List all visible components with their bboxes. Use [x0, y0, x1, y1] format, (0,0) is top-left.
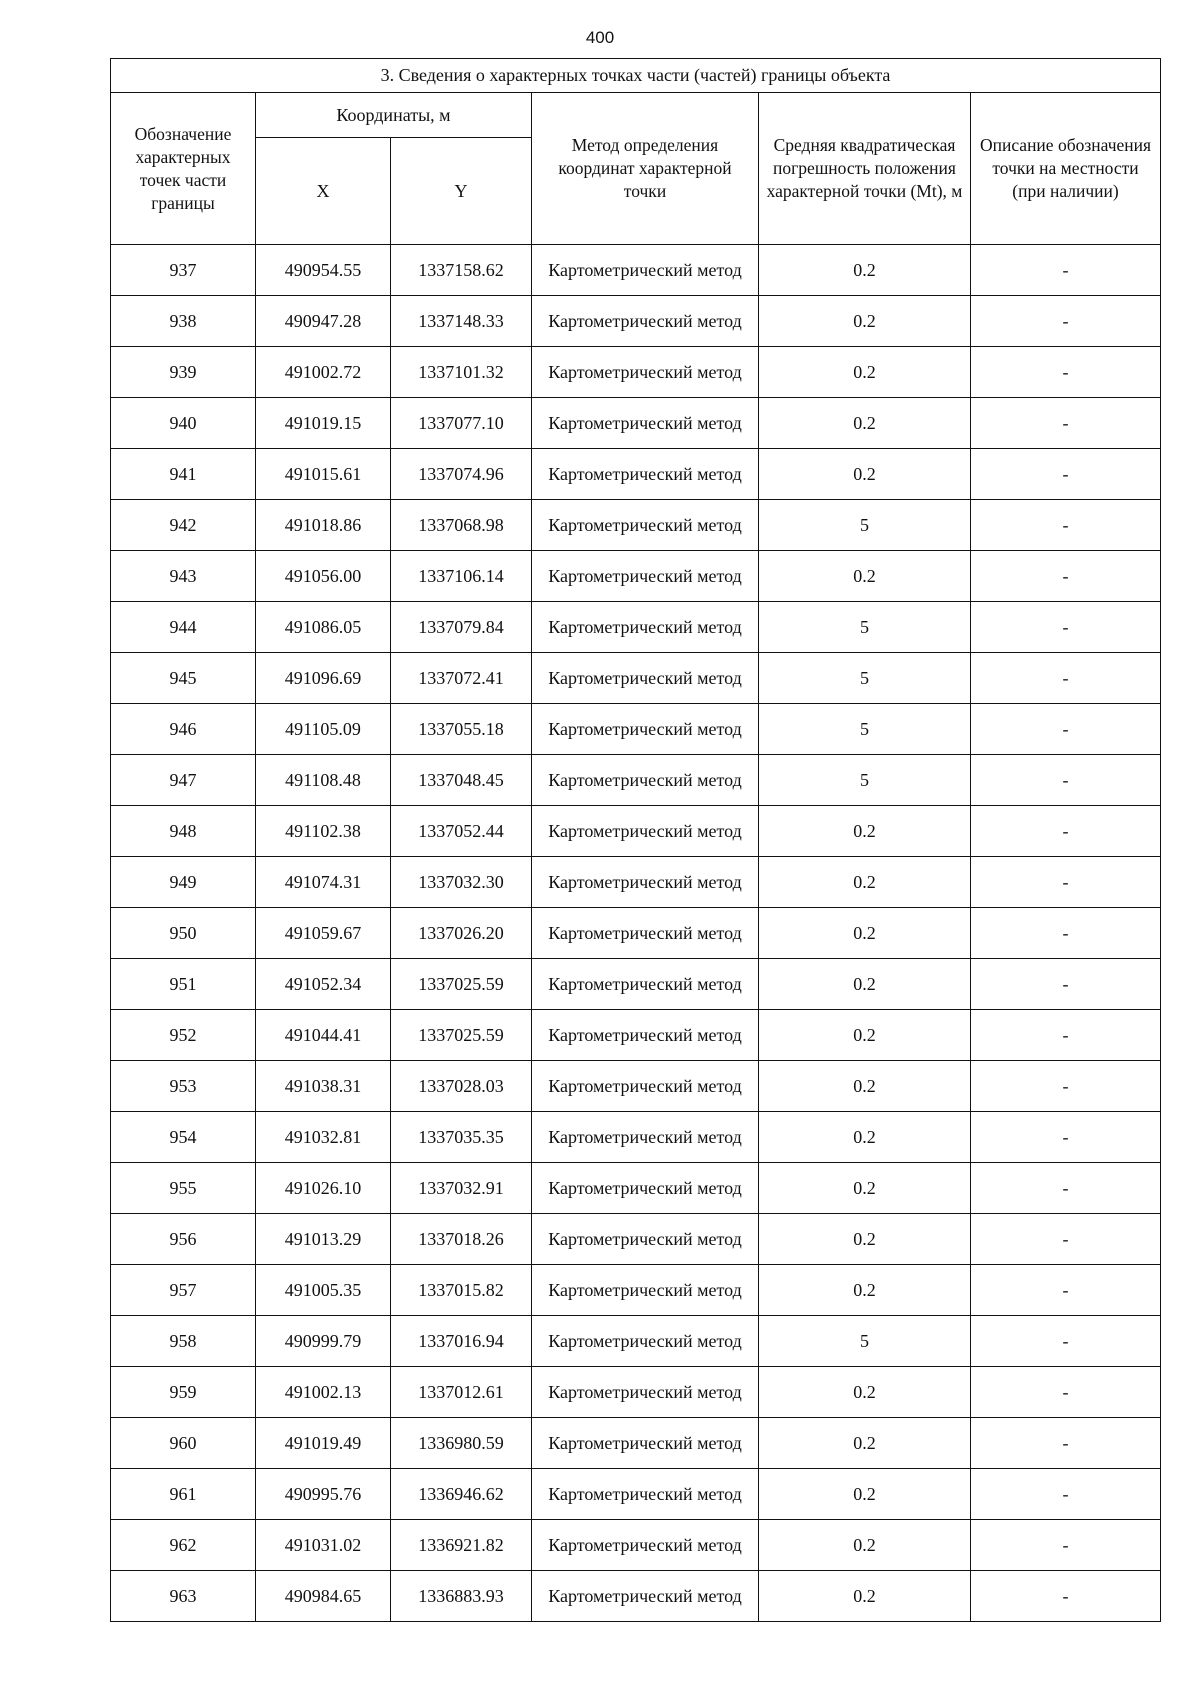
cell-point: 957 [111, 1265, 256, 1316]
cell-point: 943 [111, 551, 256, 602]
table-row [111, 704, 1161, 755]
cell-point: 950 [111, 908, 256, 959]
cell-y: 1336921.82 [391, 1520, 532, 1571]
cell-x: 490954.55 [256, 245, 391, 296]
cell-x: 491019.15 [256, 398, 391, 449]
cell-method: Картометрический метод [532, 959, 759, 1010]
cell-accuracy: 0.2 [759, 1469, 971, 1520]
cell-method: Картометрический метод [532, 755, 759, 806]
cell-description: - [971, 959, 1161, 1010]
table-row [111, 908, 1161, 959]
cell-description: - [971, 1520, 1161, 1571]
cell-y: 1337018.26 [391, 1214, 532, 1265]
cell-y: 1337074.96 [391, 449, 532, 500]
cell-accuracy: 0.2 [759, 908, 971, 959]
cell-accuracy: 5 [759, 500, 971, 551]
cell-x: 491096.69 [256, 653, 391, 704]
cell-point: 961 [111, 1469, 256, 1520]
cell-y: 1337032.91 [391, 1163, 532, 1214]
cell-accuracy: 0.2 [759, 806, 971, 857]
cell-method: Картометрический метод [532, 1316, 759, 1367]
cell-x: 491002.13 [256, 1367, 391, 1418]
cell-method: Картометрический метод [532, 1418, 759, 1469]
cell-accuracy: 0.2 [759, 1367, 971, 1418]
cell-y: 1337012.61 [391, 1367, 532, 1418]
cell-accuracy: 0.2 [759, 1418, 971, 1469]
header-description: Описание обозначения точки на местности (при наличии) [971, 93, 1161, 245]
cell-point: 949 [111, 857, 256, 908]
cell-description: - [971, 1112, 1161, 1163]
cell-accuracy: 0.2 [759, 347, 971, 398]
cell-point: 963 [111, 1571, 256, 1622]
cell-accuracy: 0.2 [759, 1214, 971, 1265]
cell-method: Картометрический метод [532, 1520, 759, 1571]
cell-y: 1337079.84 [391, 602, 532, 653]
cell-x: 491105.09 [256, 704, 391, 755]
cell-point: 947 [111, 755, 256, 806]
cell-accuracy: 5 [759, 602, 971, 653]
cell-point: 937 [111, 245, 256, 296]
cell-description: - [971, 245, 1161, 296]
header-point-designation: Обозначение характерных точек части границы [111, 93, 256, 245]
table-row [111, 806, 1161, 857]
cell-accuracy: 0.2 [759, 1163, 971, 1214]
cell-description: - [971, 1316, 1161, 1367]
cell-description: - [971, 347, 1161, 398]
cell-x: 491026.10 [256, 1163, 391, 1214]
cell-point: 954 [111, 1112, 256, 1163]
cell-y: 1337148.33 [391, 296, 532, 347]
table-row [111, 1112, 1161, 1163]
cell-x: 491018.86 [256, 500, 391, 551]
boundary-points-table [110, 58, 1161, 1622]
cell-x: 491032.81 [256, 1112, 391, 1163]
cell-method: Картометрический метод [532, 857, 759, 908]
cell-method: Картометрический метод [532, 551, 759, 602]
cell-x: 491074.31 [256, 857, 391, 908]
cell-y: 1337026.20 [391, 908, 532, 959]
cell-point: 958 [111, 1316, 256, 1367]
header-y: Y [391, 138, 532, 245]
cell-method: Картометрический метод [532, 1214, 759, 1265]
table-row [111, 1418, 1161, 1469]
cell-description: - [971, 1367, 1161, 1418]
header-accuracy: Средняя квадратическая погрешность положения характерной точки (Mt), м [759, 93, 971, 245]
cell-point: 955 [111, 1163, 256, 1214]
cell-accuracy: 0.2 [759, 551, 971, 602]
table-row [111, 1214, 1161, 1265]
cell-description: - [971, 704, 1161, 755]
cell-description: - [971, 1010, 1161, 1061]
cell-description: - [971, 551, 1161, 602]
cell-accuracy: 0.2 [759, 296, 971, 347]
table-row [111, 1163, 1161, 1214]
cell-method: Картометрический метод [532, 704, 759, 755]
cell-x: 491005.35 [256, 1265, 391, 1316]
table-body [111, 245, 1161, 1622]
cell-x: 491038.31 [256, 1061, 391, 1112]
cell-description: - [971, 602, 1161, 653]
page-number: 400 [585, 28, 615, 47]
cell-x: 491052.34 [256, 959, 391, 1010]
cell-y: 1337016.94 [391, 1316, 532, 1367]
cell-y: 1337158.62 [391, 245, 532, 296]
cell-method: Картометрический метод [532, 245, 759, 296]
header-coordinates: Координаты, м [256, 93, 532, 138]
cell-y: 1337028.03 [391, 1061, 532, 1112]
cell-point: 951 [111, 959, 256, 1010]
cell-point: 944 [111, 602, 256, 653]
cell-accuracy: 0.2 [759, 1010, 971, 1061]
cell-method: Картометрический метод [532, 1112, 759, 1163]
cell-method: Картометрический метод [532, 1061, 759, 1112]
cell-description: - [971, 1061, 1161, 1112]
cell-x: 490995.76 [256, 1469, 391, 1520]
header-x: X [256, 138, 391, 245]
cell-point: 956 [111, 1214, 256, 1265]
cell-x: 491013.29 [256, 1214, 391, 1265]
cell-y: 1337048.45 [391, 755, 532, 806]
cell-y: 1337068.98 [391, 500, 532, 551]
cell-point: 939 [111, 347, 256, 398]
cell-accuracy: 0.2 [759, 857, 971, 908]
cell-x: 491015.61 [256, 449, 391, 500]
table-row [111, 551, 1161, 602]
cell-point: 952 [111, 1010, 256, 1061]
cell-description: - [971, 1418, 1161, 1469]
cell-x: 491002.72 [256, 347, 391, 398]
cell-y: 1337101.32 [391, 347, 532, 398]
cell-accuracy: 5 [759, 1316, 971, 1367]
cell-y: 1337032.30 [391, 857, 532, 908]
cell-accuracy: 0.2 [759, 1112, 971, 1163]
cell-description: - [971, 1214, 1161, 1265]
cell-x: 491059.67 [256, 908, 391, 959]
cell-description: - [971, 806, 1161, 857]
cell-point: 942 [111, 500, 256, 551]
cell-y: 1336946.62 [391, 1469, 532, 1520]
table-row [111, 245, 1161, 296]
cell-description: - [971, 1469, 1161, 1520]
cell-description: - [971, 653, 1161, 704]
cell-x: 491056.00 [256, 551, 391, 602]
table-row [111, 1316, 1161, 1367]
table-row [111, 347, 1161, 398]
cell-point: 960 [111, 1418, 256, 1469]
cell-point: 962 [111, 1520, 256, 1571]
cell-y: 1337025.59 [391, 959, 532, 1010]
table-row [111, 755, 1161, 806]
cell-x: 491044.41 [256, 1010, 391, 1061]
cell-x: 491019.49 [256, 1418, 391, 1469]
cell-method: Картометрический метод [532, 1469, 759, 1520]
cell-y: 1336883.93 [391, 1571, 532, 1622]
cell-y: 1336980.59 [391, 1418, 532, 1469]
cell-x: 490999.79 [256, 1316, 391, 1367]
cell-method: Картометрический метод [532, 1571, 759, 1622]
cell-method: Картометрический метод [532, 653, 759, 704]
cell-method: Картометрический метод [532, 1010, 759, 1061]
cell-x: 490984.65 [256, 1571, 391, 1622]
cell-x: 491031.02 [256, 1520, 391, 1571]
cell-method: Картометрический метод [532, 347, 759, 398]
table-row [111, 500, 1161, 551]
cell-method: Картометрический метод [532, 500, 759, 551]
cell-y: 1337015.82 [391, 1265, 532, 1316]
table-row [111, 398, 1161, 449]
cell-point: 940 [111, 398, 256, 449]
cell-point: 953 [111, 1061, 256, 1112]
table-row [111, 653, 1161, 704]
cell-description: - [971, 449, 1161, 500]
cell-y: 1337072.41 [391, 653, 532, 704]
cell-accuracy: 0.2 [759, 1571, 971, 1622]
cell-point: 945 [111, 653, 256, 704]
cell-method: Картометрический метод [532, 296, 759, 347]
table-row [111, 1520, 1161, 1571]
header-method: Метод определения координат характерной точки [532, 93, 759, 245]
cell-accuracy: 0.2 [759, 449, 971, 500]
cell-x: 491108.48 [256, 755, 391, 806]
cell-description: - [971, 857, 1161, 908]
cell-y: 1337077.10 [391, 398, 532, 449]
cell-description: - [971, 296, 1161, 347]
cell-method: Картометрический метод [532, 806, 759, 857]
cell-description: - [971, 398, 1161, 449]
table-row [111, 449, 1161, 500]
cell-accuracy: 5 [759, 653, 971, 704]
cell-description: - [971, 1265, 1161, 1316]
table-row [111, 1469, 1161, 1520]
cell-method: Картометрический метод [532, 1367, 759, 1418]
cell-x: 490947.28 [256, 296, 391, 347]
table-row [111, 296, 1161, 347]
cell-point: 946 [111, 704, 256, 755]
cell-accuracy: 5 [759, 755, 971, 806]
table-row [111, 1367, 1161, 1418]
cell-method: Картометрический метод [532, 1265, 759, 1316]
table-row [111, 959, 1161, 1010]
cell-description: - [971, 1163, 1161, 1214]
cell-method: Картометрический метод [532, 449, 759, 500]
cell-accuracy: 0.2 [759, 1520, 971, 1571]
cell-y: 1337025.59 [391, 1010, 532, 1061]
table-row [111, 1265, 1161, 1316]
cell-y: 1337055.18 [391, 704, 532, 755]
cell-y: 1337052.44 [391, 806, 532, 857]
cell-method: Картометрический метод [532, 1163, 759, 1214]
cell-accuracy: 0.2 [759, 1061, 971, 1112]
cell-accuracy: 0.2 [759, 245, 971, 296]
cell-description: - [971, 908, 1161, 959]
cell-method: Картометрический метод [532, 398, 759, 449]
cell-y: 1337106.14 [391, 551, 532, 602]
cell-point: 938 [111, 296, 256, 347]
cell-point: 941 [111, 449, 256, 500]
cell-y: 1337035.35 [391, 1112, 532, 1163]
cell-point: 948 [111, 806, 256, 857]
cell-accuracy: 0.2 [759, 959, 971, 1010]
table-row [111, 1010, 1161, 1061]
cell-method: Картометрический метод [532, 908, 759, 959]
cell-description: - [971, 755, 1161, 806]
cell-description: - [971, 500, 1161, 551]
cell-x: 491086.05 [256, 602, 391, 653]
table-row [111, 1571, 1161, 1622]
cell-accuracy: 0.2 [759, 1265, 971, 1316]
cell-method: Картометрический метод [532, 602, 759, 653]
cell-accuracy: 0.2 [759, 398, 971, 449]
cell-description: - [971, 1571, 1161, 1622]
table-row [111, 857, 1161, 908]
table-row [111, 602, 1161, 653]
cell-x: 491102.38 [256, 806, 391, 857]
cell-point: 959 [111, 1367, 256, 1418]
table-row [111, 1061, 1161, 1112]
table-title: 3. Сведения о характерных точках части (частей) границы объекта [111, 59, 1161, 93]
cell-accuracy: 5 [759, 704, 971, 755]
